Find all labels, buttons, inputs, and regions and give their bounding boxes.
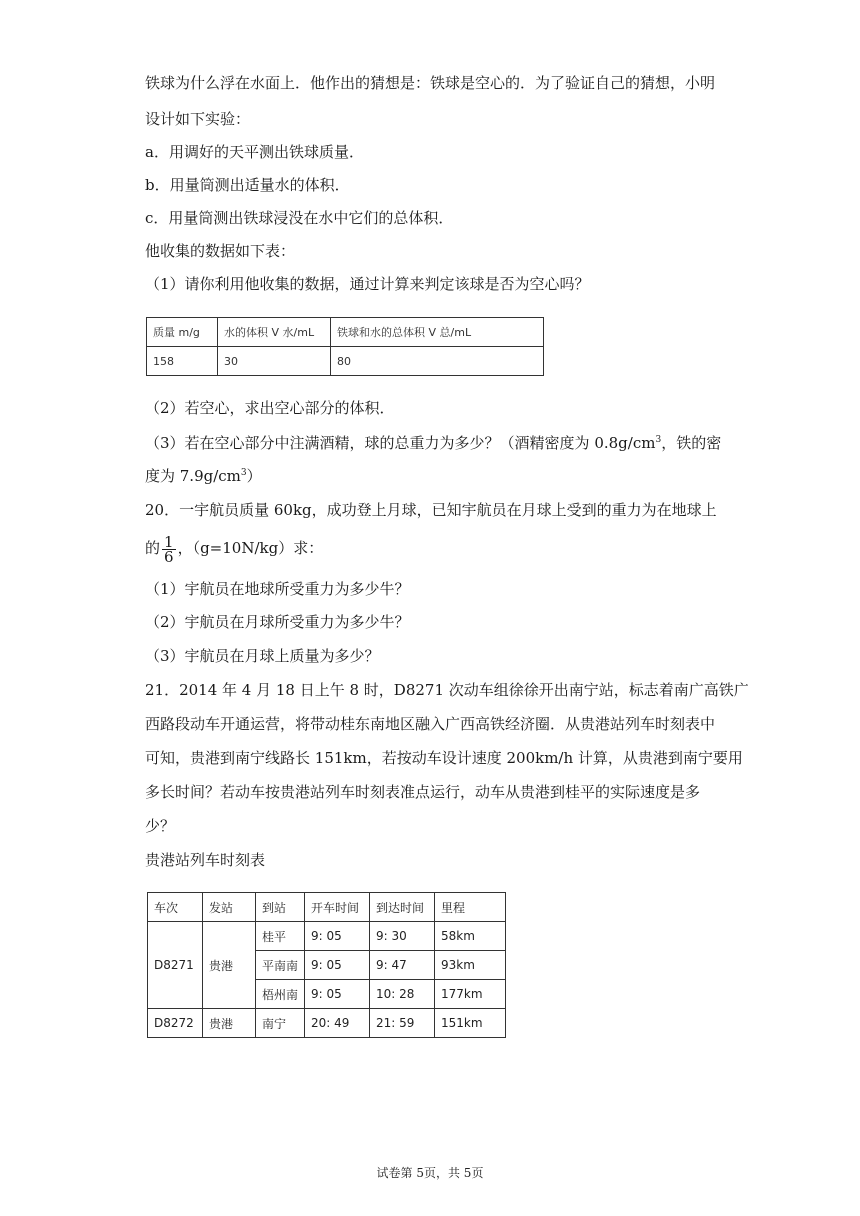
question-3 <box>145 433 721 453</box>
fraction <box>162 532 176 566</box>
table-cell: 桂平 <box>256 922 305 951</box>
question-1: （1）宇航员在地球所受重力为多少牛？ <box>145 580 410 598</box>
text-line <box>145 466 262 486</box>
text-line <box>145 533 323 564</box>
text-line: 他收集的数据如下表： <box>145 242 296 260</box>
superscript: 3 <box>655 435 662 445</box>
table-cell: 9: 30 <box>370 922 435 951</box>
table-header-cell: 铁球和水的总体积 V 总/mL <box>331 318 544 347</box>
table-cell: 9: 05 <box>305 980 370 1009</box>
table-header-cell: 车次 <box>148 893 203 922</box>
text-line: 可知，贵港到南宁线路长 151km，若按动车设计速度 200km/h 计算，从贵港到南宁要用 <box>145 749 743 767</box>
table-row <box>147 347 544 376</box>
table-cell: 30 <box>218 347 331 376</box>
table-cell: 平南南 <box>256 951 305 980</box>
table-header-cell: 到达时间 <box>370 893 435 922</box>
table-cell: 10: 28 <box>370 980 435 1009</box>
table-header-cell: 里程 <box>435 893 506 922</box>
table-header-cell: 发站 <box>203 893 256 922</box>
text-span: （3）若在空心部分中注满酒精，球的总重力为多少？（酒精密度为 0.8g/cm <box>145 434 656 452</box>
text-span: ，（g=10N/kg）求： <box>177 539 324 557</box>
text-line: b．用量筒测出适量水的体积． <box>145 176 350 194</box>
text-span: 的 <box>145 539 161 557</box>
question-3: （3）宇航员在月球上质量为多少？ <box>145 647 380 665</box>
text-span: ） <box>246 467 262 485</box>
table-cell: 58km <box>435 922 506 951</box>
table-cell: 9: 05 <box>305 922 370 951</box>
table-cell: 9: 05 <box>305 951 370 980</box>
table-cell: 贵港 <box>203 1009 256 1038</box>
table-cell: 贵港 <box>203 922 256 1009</box>
train-timetable <box>147 892 506 1038</box>
problem-20: 20．一宇航员质量 60kg，成功登上月球，已知宇航员在月球上受到的重力为在地球上 <box>145 501 717 519</box>
table-cell: 158 <box>147 347 218 376</box>
text-line: 西路段动车开通运营，将带动桂东南地区融入广西高铁经济圈．从贵港站列车时刻表中 <box>145 715 716 733</box>
table-cell: 9: 47 <box>370 951 435 980</box>
table-cell: 梧州南 <box>256 980 305 1009</box>
question-2: （2）宇航员在月球所受重力为多少牛？ <box>145 613 410 631</box>
table-cell: D8271 <box>148 922 203 1009</box>
table-header-cell: 水的体积 V 水/mL <box>218 318 331 347</box>
text-line: a．用调好的天平测出铁球质量． <box>145 143 364 161</box>
text-span: 度为 7.9g/cm <box>145 467 241 485</box>
table-header-cell: 质量 m/g <box>147 318 218 347</box>
table-cell: 20: 49 <box>305 1009 370 1038</box>
table-caption: 贵港站列车时刻表 <box>145 851 266 869</box>
table-header-row <box>148 893 506 922</box>
question-2: （2）若空心，求出空心部分的体积． <box>145 399 395 417</box>
table-cell: 21: 59 <box>370 1009 435 1038</box>
superscript: 3 <box>240 468 247 478</box>
table-row <box>148 1009 506 1038</box>
table-header-cell: 到站 <box>256 893 305 922</box>
page-footer: 试卷第 5页，共 5页 <box>376 1166 484 1180</box>
table-cell: 151km <box>435 1009 506 1038</box>
text-span: ，铁的密 <box>661 434 722 452</box>
table-cell: 177km <box>435 980 506 1009</box>
table-cell: 南宁 <box>256 1009 305 1038</box>
table-cell: 93km <box>435 951 506 980</box>
text-line: c．用量筒测出铁球浸没在水中它们的总体积． <box>145 209 454 227</box>
text-line: 设计如下实验： <box>145 110 251 128</box>
table-header-row <box>147 318 544 347</box>
fraction-denominator: 6 <box>164 547 174 566</box>
problem-21: 21．2014 年 4 月 18 日上午 8 时，D8271 次动车组徐徐开出南宁站，标志着南广高铁广 <box>145 681 749 699</box>
fraction-numerator: 1 <box>164 532 174 551</box>
text-line: 少？ <box>145 817 176 835</box>
text-line: 多长时间？若动车按贵港站列车时刻表准点运行，动车从贵港到桂平的实际速度是多 <box>145 783 701 801</box>
table-cell: 80 <box>331 347 544 376</box>
table-cell: D8272 <box>148 1009 203 1038</box>
table-header-cell: 开车时间 <box>305 893 370 922</box>
question-1: （1）请你利用他收集的数据，通过计算来判定该球是否为空心吗？ <box>145 275 590 293</box>
text-line: 铁球为什么浮在水面上．他作出的猜想是：铁球是空心的．为了验证自己的猜想，小明 <box>145 74 716 92</box>
data-table <box>146 317 544 376</box>
table-row <box>148 922 506 951</box>
